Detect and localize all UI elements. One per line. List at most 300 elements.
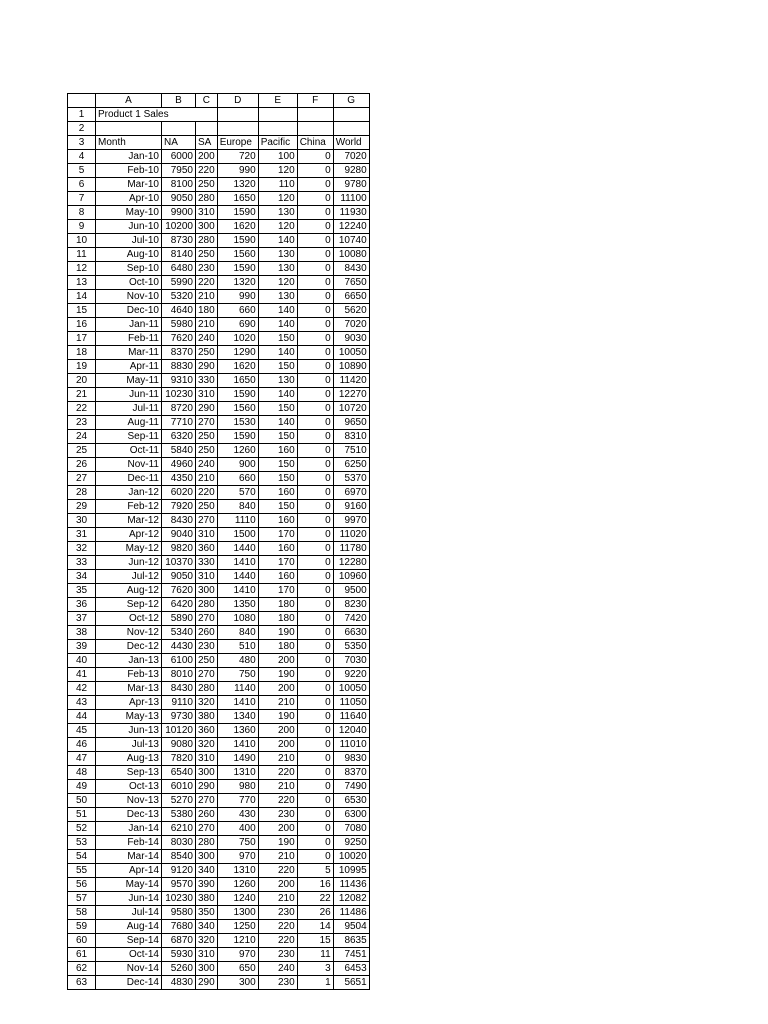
cell-sa[interactable]: 380 — [196, 710, 218, 724]
cell-pacific[interactable]: 200 — [258, 654, 297, 668]
cell-month[interactable]: Nov-13 — [96, 794, 162, 808]
cell-sa[interactable]: 230 — [196, 640, 218, 654]
cell-month[interactable]: Mar-14 — [96, 850, 162, 864]
cell-pacific[interactable]: 120 — [258, 192, 297, 206]
cell-china[interactable]: 0 — [297, 542, 333, 556]
cell-sa[interactable]: 280 — [196, 192, 218, 206]
cell[interactable] — [297, 122, 333, 136]
sheet-title-cell[interactable]: Product 1 Sales — [96, 108, 196, 122]
row-header[interactable]: 60 — [68, 934, 96, 948]
cell-pacific[interactable]: 150 — [258, 500, 297, 514]
cell-china[interactable]: 0 — [297, 794, 333, 808]
cell-na[interactable]: 8010 — [162, 668, 196, 682]
cell-month[interactable]: Feb-10 — [96, 164, 162, 178]
cell-world[interactable]: 12240 — [333, 220, 369, 234]
cell-pacific[interactable]: 170 — [258, 584, 297, 598]
cell-na[interactable]: 8140 — [162, 248, 196, 262]
row-header[interactable]: 16 — [68, 318, 96, 332]
cell-china[interactable]: 0 — [297, 402, 333, 416]
cell-month[interactable]: Jan-12 — [96, 486, 162, 500]
cell-world[interactable]: 6970 — [333, 486, 369, 500]
row-header[interactable]: 55 — [68, 864, 96, 878]
header-cell-europe[interactable]: Europe — [217, 136, 258, 150]
row-header[interactable]: 12 — [68, 262, 96, 276]
cell-na[interactable]: 8430 — [162, 682, 196, 696]
cell-month[interactable]: Jan-11 — [96, 318, 162, 332]
cell-sa[interactable]: 270 — [196, 794, 218, 808]
cell-europe[interactable]: 1440 — [217, 570, 258, 584]
cell-na[interactable]: 10230 — [162, 892, 196, 906]
corner-cell[interactable] — [68, 94, 96, 108]
row-header[interactable]: 11 — [68, 248, 96, 262]
cell-month[interactable]: Mar-10 — [96, 178, 162, 192]
cell-europe[interactable]: 900 — [217, 458, 258, 472]
cell-world[interactable]: 12280 — [333, 556, 369, 570]
cell-month[interactable]: Feb-12 — [96, 500, 162, 514]
cell-sa[interactable]: 250 — [196, 178, 218, 192]
cell-china[interactable]: 0 — [297, 528, 333, 542]
cell-na[interactable]: 9110 — [162, 696, 196, 710]
cell-pacific[interactable]: 160 — [258, 570, 297, 584]
cell-month[interactable]: Jul-12 — [96, 570, 162, 584]
cell-month[interactable]: Mar-13 — [96, 682, 162, 696]
cell-pacific[interactable]: 200 — [258, 724, 297, 738]
cell-china[interactable]: 0 — [297, 696, 333, 710]
cell-china[interactable]: 26 — [297, 906, 333, 920]
cell-month[interactable]: Oct-14 — [96, 948, 162, 962]
cell-world[interactable]: 6530 — [333, 794, 369, 808]
cell-month[interactable]: Sep-13 — [96, 766, 162, 780]
cell-pacific[interactable]: 110 — [258, 178, 297, 192]
cell-china[interactable]: 0 — [297, 444, 333, 458]
row-header[interactable]: 58 — [68, 906, 96, 920]
row-header[interactable]: 29 — [68, 500, 96, 514]
cell-china[interactable]: 0 — [297, 416, 333, 430]
cell-europe[interactable]: 650 — [217, 962, 258, 976]
cell-world[interactable]: 11436 — [333, 878, 369, 892]
cell-sa[interactable]: 210 — [196, 318, 218, 332]
cell-europe[interactable]: 1590 — [217, 206, 258, 220]
cell-europe[interactable]: 1290 — [217, 346, 258, 360]
cell-pacific[interactable]: 100 — [258, 150, 297, 164]
cell-month[interactable]: Mar-11 — [96, 346, 162, 360]
cell[interactable] — [217, 122, 258, 136]
cell-month[interactable]: Sep-14 — [96, 934, 162, 948]
cell-na[interactable]: 8730 — [162, 234, 196, 248]
cell-sa[interactable]: 310 — [196, 388, 218, 402]
cell-month[interactable]: Dec-14 — [96, 976, 162, 990]
cell-pacific[interactable]: 190 — [258, 626, 297, 640]
cell-sa[interactable]: 330 — [196, 556, 218, 570]
cell-china[interactable]: 0 — [297, 290, 333, 304]
cell-china[interactable]: 0 — [297, 850, 333, 864]
cell-sa[interactable]: 270 — [196, 514, 218, 528]
row-header[interactable]: 53 — [68, 836, 96, 850]
cell-sa[interactable]: 290 — [196, 402, 218, 416]
cell-na[interactable]: 9310 — [162, 374, 196, 388]
cell-pacific[interactable]: 130 — [258, 262, 297, 276]
cell-na[interactable]: 9080 — [162, 738, 196, 752]
cell-na[interactable]: 9820 — [162, 542, 196, 556]
cell-sa[interactable]: 220 — [196, 486, 218, 500]
cell-month[interactable]: Dec-12 — [96, 640, 162, 654]
row-header[interactable]: 28 — [68, 486, 96, 500]
row-header[interactable]: 15 — [68, 304, 96, 318]
cell-world[interactable]: 9030 — [333, 332, 369, 346]
column-header-b[interactable]: B — [162, 94, 196, 108]
cell-pacific[interactable]: 150 — [258, 472, 297, 486]
cell-china[interactable]: 0 — [297, 472, 333, 486]
cell-na[interactable]: 8370 — [162, 346, 196, 360]
cell-pacific[interactable]: 200 — [258, 878, 297, 892]
cell-month[interactable]: Dec-11 — [96, 472, 162, 486]
cell-world[interactable]: 9500 — [333, 584, 369, 598]
cell-world[interactable]: 6250 — [333, 458, 369, 472]
cell-na[interactable]: 6870 — [162, 934, 196, 948]
cell-pacific[interactable]: 140 — [258, 318, 297, 332]
cell-europe[interactable]: 1260 — [217, 878, 258, 892]
cell-na[interactable]: 9050 — [162, 192, 196, 206]
row-header[interactable]: 41 — [68, 668, 96, 682]
cell-china[interactable]: 0 — [297, 178, 333, 192]
cell-na[interactable]: 6420 — [162, 598, 196, 612]
cell-pacific[interactable]: 230 — [258, 808, 297, 822]
cell-month[interactable]: Sep-10 — [96, 262, 162, 276]
cell-na[interactable]: 8540 — [162, 850, 196, 864]
cell-month[interactable]: Mar-12 — [96, 514, 162, 528]
cell-china[interactable]: 0 — [297, 584, 333, 598]
cell-china[interactable]: 0 — [297, 360, 333, 374]
cell-europe[interactable]: 1620 — [217, 220, 258, 234]
cell-world[interactable]: 7020 — [333, 150, 369, 164]
row-header[interactable]: 17 — [68, 332, 96, 346]
cell-sa[interactable]: 310 — [196, 528, 218, 542]
cell-pacific[interactable]: 220 — [258, 794, 297, 808]
cell-china[interactable]: 0 — [297, 276, 333, 290]
cell-pacific[interactable]: 140 — [258, 234, 297, 248]
cell-month[interactable]: Jun-13 — [96, 724, 162, 738]
row-header[interactable]: 7 — [68, 192, 96, 206]
cell-world[interactable]: 10720 — [333, 402, 369, 416]
cell-world[interactable]: 10020 — [333, 850, 369, 864]
cell-world[interactable]: 10890 — [333, 360, 369, 374]
row-header[interactable]: 59 — [68, 920, 96, 934]
row-header[interactable]: 1 — [68, 108, 96, 122]
cell-month[interactable]: May-12 — [96, 542, 162, 556]
cell-europe[interactable]: 1620 — [217, 360, 258, 374]
cell-sa[interactable]: 350 — [196, 906, 218, 920]
cell[interactable] — [162, 122, 196, 136]
cell-europe[interactable]: 1080 — [217, 612, 258, 626]
cell-europe[interactable]: 1310 — [217, 766, 258, 780]
cell-sa[interactable]: 320 — [196, 738, 218, 752]
cell-na[interactable]: 5320 — [162, 290, 196, 304]
cell-world[interactable]: 9280 — [333, 164, 369, 178]
cell-world[interactable]: 9780 — [333, 178, 369, 192]
cell-pacific[interactable]: 150 — [258, 458, 297, 472]
row-header[interactable]: 25 — [68, 444, 96, 458]
cell-pacific[interactable]: 160 — [258, 486, 297, 500]
cell-pacific[interactable]: 130 — [258, 206, 297, 220]
cell-world[interactable]: 7020 — [333, 318, 369, 332]
cell-pacific[interactable]: 130 — [258, 374, 297, 388]
cell-sa[interactable]: 380 — [196, 892, 218, 906]
cell-pacific[interactable]: 210 — [258, 892, 297, 906]
cell-china[interactable]: 0 — [297, 682, 333, 696]
cell-na[interactable]: 6480 — [162, 262, 196, 276]
cell[interactable] — [333, 122, 369, 136]
header-cell-world[interactable]: World — [333, 136, 369, 150]
cell-china[interactable]: 11 — [297, 948, 333, 962]
cell-europe[interactable]: 570 — [217, 486, 258, 500]
cell-sa[interactable]: 290 — [196, 360, 218, 374]
cell-sa[interactable]: 240 — [196, 458, 218, 472]
cell-na[interactable]: 7950 — [162, 164, 196, 178]
cell-europe[interactable]: 480 — [217, 654, 258, 668]
cell-month[interactable]: Apr-10 — [96, 192, 162, 206]
cell-china[interactable]: 0 — [297, 388, 333, 402]
cell-na[interactable]: 6000 — [162, 150, 196, 164]
cell-pacific[interactable]: 160 — [258, 514, 297, 528]
cell-europe[interactable]: 400 — [217, 822, 258, 836]
cell-pacific[interactable]: 140 — [258, 346, 297, 360]
cell-china[interactable]: 0 — [297, 164, 333, 178]
cell[interactable] — [297, 108, 333, 122]
cell-month[interactable]: Jun-12 — [96, 556, 162, 570]
cell-sa[interactable]: 310 — [196, 948, 218, 962]
cell-world[interactable]: 11420 — [333, 374, 369, 388]
row-header[interactable]: 48 — [68, 766, 96, 780]
cell-month[interactable]: Jul-11 — [96, 402, 162, 416]
cell-na[interactable]: 8030 — [162, 836, 196, 850]
cell-pacific[interactable]: 160 — [258, 542, 297, 556]
cell-na[interactable]: 5980 — [162, 318, 196, 332]
row-header[interactable]: 30 — [68, 514, 96, 528]
cell-china[interactable]: 5 — [297, 864, 333, 878]
cell-sa[interactable]: 280 — [196, 836, 218, 850]
cell-pacific[interactable]: 240 — [258, 962, 297, 976]
cell-china[interactable]: 0 — [297, 332, 333, 346]
row-header[interactable]: 4 — [68, 150, 96, 164]
column-header-f[interactable]: F — [297, 94, 333, 108]
row-header[interactable]: 38 — [68, 626, 96, 640]
cell-month[interactable]: Jun-14 — [96, 892, 162, 906]
cell-world[interactable]: 10995 — [333, 864, 369, 878]
cell-sa[interactable]: 270 — [196, 612, 218, 626]
row-header[interactable]: 23 — [68, 416, 96, 430]
cell-sa[interactable]: 250 — [196, 430, 218, 444]
cell-sa[interactable]: 210 — [196, 290, 218, 304]
cell-europe[interactable]: 510 — [217, 640, 258, 654]
cell[interactable] — [217, 108, 258, 122]
cell-sa[interactable]: 290 — [196, 780, 218, 794]
cell-europe[interactable]: 1250 — [217, 920, 258, 934]
cell-sa[interactable]: 300 — [196, 850, 218, 864]
row-header[interactable]: 39 — [68, 640, 96, 654]
row-header[interactable]: 3 — [68, 136, 96, 150]
cell-na[interactable]: 9570 — [162, 878, 196, 892]
cell-month[interactable]: Dec-10 — [96, 304, 162, 318]
row-header[interactable]: 20 — [68, 374, 96, 388]
cell-pacific[interactable]: 160 — [258, 444, 297, 458]
cell-europe[interactable]: 750 — [217, 668, 258, 682]
cell-world[interactable]: 10080 — [333, 248, 369, 262]
cell-month[interactable]: Sep-12 — [96, 598, 162, 612]
cell-world[interactable]: 7650 — [333, 276, 369, 290]
cell-pacific[interactable]: 220 — [258, 766, 297, 780]
row-header[interactable]: 40 — [68, 654, 96, 668]
cell-europe[interactable]: 1410 — [217, 584, 258, 598]
row-header[interactable]: 24 — [68, 430, 96, 444]
cell-sa[interactable]: 220 — [196, 164, 218, 178]
cell-month[interactable]: Aug-14 — [96, 920, 162, 934]
cell-sa[interactable]: 250 — [196, 500, 218, 514]
cell-world[interactable]: 12270 — [333, 388, 369, 402]
cell-month[interactable]: Apr-14 — [96, 864, 162, 878]
cell-month[interactable]: Aug-11 — [96, 416, 162, 430]
cell-sa[interactable]: 240 — [196, 332, 218, 346]
cell-na[interactable]: 4830 — [162, 976, 196, 990]
cell-pacific[interactable]: 200 — [258, 822, 297, 836]
cell-world[interactable]: 11930 — [333, 206, 369, 220]
cell-pacific[interactable]: 230 — [258, 906, 297, 920]
row-header[interactable]: 54 — [68, 850, 96, 864]
cell-europe[interactable]: 840 — [217, 626, 258, 640]
cell-world[interactable]: 9650 — [333, 416, 369, 430]
row-header[interactable]: 31 — [68, 528, 96, 542]
cell-china[interactable]: 0 — [297, 766, 333, 780]
cell-na[interactable]: 6320 — [162, 430, 196, 444]
cell-china[interactable]: 0 — [297, 822, 333, 836]
cell[interactable] — [258, 108, 297, 122]
cell-china[interactable]: 0 — [297, 780, 333, 794]
cell-china[interactable]: 0 — [297, 192, 333, 206]
cell-sa[interactable]: 250 — [196, 346, 218, 360]
cell-world[interactable]: 11010 — [333, 738, 369, 752]
cell-sa[interactable]: 290 — [196, 976, 218, 990]
cell-china[interactable]: 0 — [297, 626, 333, 640]
cell-na[interactable]: 5930 — [162, 948, 196, 962]
cell-china[interactable]: 0 — [297, 710, 333, 724]
cell-china[interactable]: 0 — [297, 612, 333, 626]
cell-china[interactable]: 0 — [297, 234, 333, 248]
row-header[interactable]: 56 — [68, 878, 96, 892]
cell-world[interactable]: 10960 — [333, 570, 369, 584]
cell-europe[interactable]: 1210 — [217, 934, 258, 948]
cell-pacific[interactable]: 140 — [258, 304, 297, 318]
cell-world[interactable]: 11100 — [333, 192, 369, 206]
cell-na[interactable]: 6540 — [162, 766, 196, 780]
cell-europe[interactable]: 1590 — [217, 234, 258, 248]
cell-pacific[interactable]: 210 — [258, 752, 297, 766]
cell-na[interactable]: 7680 — [162, 920, 196, 934]
cell-europe[interactable]: 990 — [217, 290, 258, 304]
row-header[interactable]: 32 — [68, 542, 96, 556]
cell-china[interactable]: 0 — [297, 500, 333, 514]
cell-world[interactable]: 5350 — [333, 640, 369, 654]
cell-pacific[interactable]: 210 — [258, 696, 297, 710]
cell-na[interactable]: 8100 — [162, 178, 196, 192]
cell-china[interactable]: 0 — [297, 346, 333, 360]
cell-china[interactable]: 0 — [297, 248, 333, 262]
cell-month[interactable]: Oct-11 — [96, 444, 162, 458]
cell-europe[interactable]: 300 — [217, 976, 258, 990]
cell-month[interactable]: Aug-12 — [96, 584, 162, 598]
header-cell-na[interactable]: NA — [162, 136, 196, 150]
row-header[interactable]: 57 — [68, 892, 96, 906]
cell-pacific[interactable]: 190 — [258, 836, 297, 850]
cell-month[interactable]: May-13 — [96, 710, 162, 724]
cell-europe[interactable]: 970 — [217, 850, 258, 864]
cell-china[interactable]: 0 — [297, 556, 333, 570]
row-header[interactable]: 34 — [68, 570, 96, 584]
cell-world[interactable]: 6630 — [333, 626, 369, 640]
row-header[interactable]: 35 — [68, 584, 96, 598]
cell-europe[interactable]: 1590 — [217, 388, 258, 402]
cell-europe[interactable]: 970 — [217, 948, 258, 962]
cell-na[interactable]: 10370 — [162, 556, 196, 570]
cell-pacific[interactable]: 210 — [258, 850, 297, 864]
row-header[interactable]: 46 — [68, 738, 96, 752]
cell-sa[interactable]: 330 — [196, 374, 218, 388]
cell-china[interactable]: 1 — [297, 976, 333, 990]
cell-world[interactable]: 7510 — [333, 444, 369, 458]
cell-europe[interactable]: 770 — [217, 794, 258, 808]
cell-europe[interactable]: 1140 — [217, 682, 258, 696]
row-header[interactable]: 43 — [68, 696, 96, 710]
cell-month[interactable]: Dec-13 — [96, 808, 162, 822]
cell-china[interactable]: 0 — [297, 150, 333, 164]
cell-china[interactable]: 0 — [297, 458, 333, 472]
cell-month[interactable]: Jul-13 — [96, 738, 162, 752]
cell-sa[interactable]: 260 — [196, 626, 218, 640]
cell-europe[interactable]: 980 — [217, 780, 258, 794]
row-header[interactable]: 62 — [68, 962, 96, 976]
cell-na[interactable]: 8830 — [162, 360, 196, 374]
cell-europe[interactable]: 1340 — [217, 710, 258, 724]
header-cell-sa[interactable]: SA — [196, 136, 218, 150]
cell-china[interactable]: 0 — [297, 640, 333, 654]
cell-month[interactable]: Nov-12 — [96, 626, 162, 640]
cell-world[interactable]: 8230 — [333, 598, 369, 612]
cell-month[interactable]: Jan-13 — [96, 654, 162, 668]
cell[interactable] — [196, 122, 218, 136]
cell-china[interactable]: 0 — [297, 738, 333, 752]
cell-month[interactable]: Feb-13 — [96, 668, 162, 682]
cell-month[interactable]: Nov-10 — [96, 290, 162, 304]
cell-china[interactable]: 16 — [297, 878, 333, 892]
cell-europe[interactable]: 1320 — [217, 276, 258, 290]
cell-na[interactable]: 10120 — [162, 724, 196, 738]
cell-pacific[interactable]: 180 — [258, 612, 297, 626]
cell-pacific[interactable]: 170 — [258, 528, 297, 542]
row-header[interactable]: 44 — [68, 710, 96, 724]
cell[interactable] — [96, 122, 162, 136]
cell-china[interactable]: 0 — [297, 206, 333, 220]
cell-month[interactable]: Jun-10 — [96, 220, 162, 234]
cell-sa[interactable]: 270 — [196, 668, 218, 682]
cell-sa[interactable]: 390 — [196, 878, 218, 892]
cell-pacific[interactable]: 190 — [258, 668, 297, 682]
cell-europe[interactable]: 1360 — [217, 724, 258, 738]
cell-sa[interactable]: 210 — [196, 472, 218, 486]
cell-europe[interactable]: 690 — [217, 318, 258, 332]
cell-world[interactable]: 12082 — [333, 892, 369, 906]
cell-month[interactable]: May-14 — [96, 878, 162, 892]
row-header[interactable]: 37 — [68, 612, 96, 626]
cell-pacific[interactable]: 140 — [258, 416, 297, 430]
cell-month[interactable]: Feb-14 — [96, 836, 162, 850]
